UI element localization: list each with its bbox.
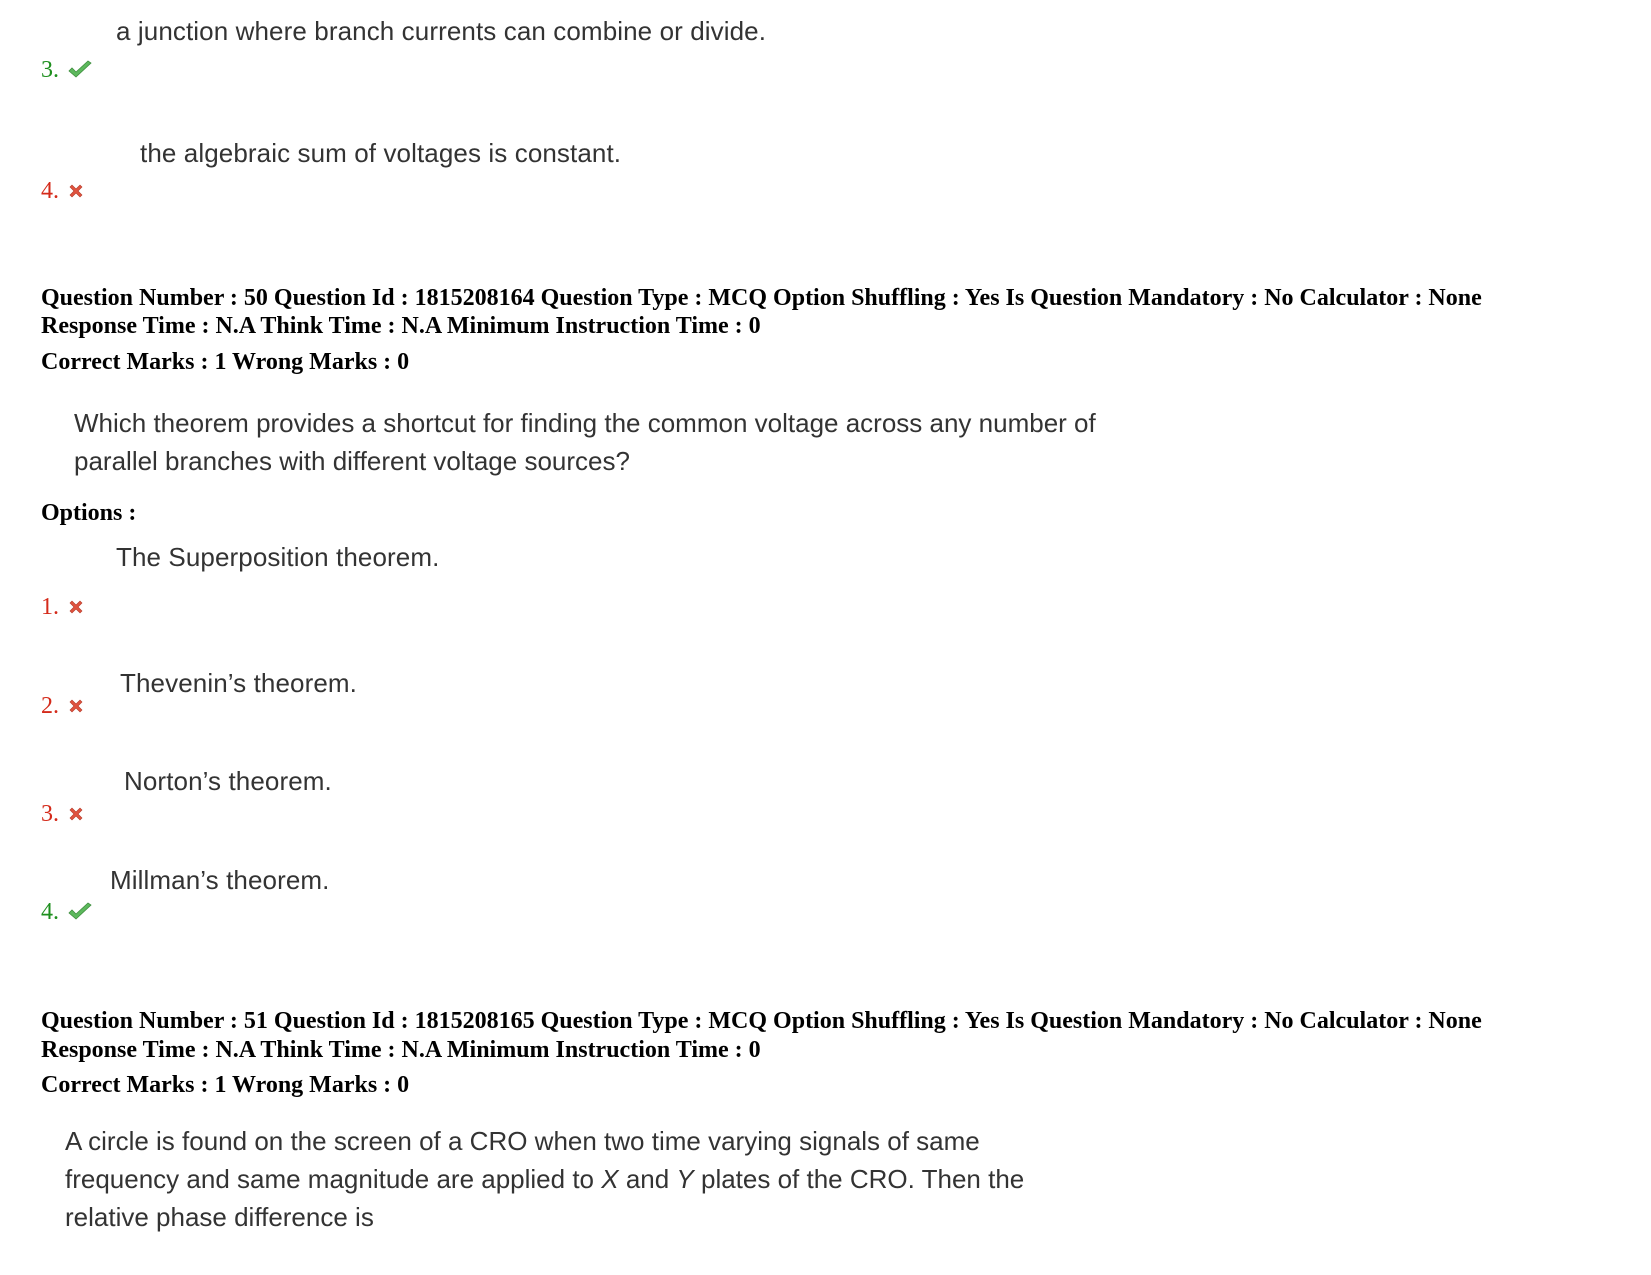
option-number-wrong — [41, 692, 85, 720]
question-meta-line2: Response Time : N.A Think Time : N.A Minimum Instruction Time : 0 — [41, 1037, 761, 1063]
question-meta-line1: Question Number : 50 Question Id : 1815208164 Question Type : MCQ Option Shuffling : Yes Is Question Mandatory : No Calculator : None — [41, 285, 1482, 311]
question-marks: Correct Marks : 1 Wrong Marks : 0 — [41, 1072, 410, 1098]
option-text: Thevenin’s theorem. — [120, 668, 357, 698]
question-line — [65, 1160, 1024, 1198]
option-number: 3. — [41, 801, 59, 827]
question-meta-line2: Response Time : N.A Think Time : N.A Minimum Instruction Time : 0 — [41, 313, 761, 339]
cross-icon — [67, 598, 85, 616]
question-text — [65, 1122, 1024, 1236]
option-number: 2. — [41, 693, 59, 719]
question-line: parallel branches with different voltage sources? — [74, 446, 630, 476]
question-line-segment: frequency and same magnitude are applied to — [65, 1164, 602, 1194]
options-label: Options : — [41, 500, 137, 526]
check-icon — [67, 60, 93, 80]
cross-icon — [67, 182, 85, 200]
option-text: Millman’s theorem. — [110, 865, 330, 895]
cross-icon — [67, 805, 85, 823]
option-text: a junction where branch currents can combine or divide. — [116, 16, 767, 46]
question-line: relative phase difference is — [65, 1202, 374, 1232]
option-number: 4. — [41, 899, 59, 925]
x-plate-label: X — [601, 1164, 619, 1194]
option-number-wrong — [41, 177, 85, 205]
question-line-segment: and — [618, 1164, 677, 1194]
cross-icon — [67, 697, 85, 715]
option-number-wrong — [41, 593, 85, 621]
option-number-correct — [41, 898, 93, 926]
option-number: 3. — [41, 57, 59, 83]
option-text: the algebraic sum of voltages is constant. — [140, 138, 622, 168]
question-line-segment: plates of the CRO. Then the — [693, 1164, 1025, 1194]
question-marks: Correct Marks : 1 Wrong Marks : 0 — [41, 349, 410, 375]
option-number-correct — [41, 56, 93, 84]
question-text — [74, 404, 1096, 480]
question-meta-line1: Question Number : 51 Question Id : 1815208165 Question Type : MCQ Option Shuffling : Yes Is Question Mandatory : No Calculator : None — [41, 1008, 1482, 1034]
option-number: 1. — [41, 594, 59, 620]
option-number-wrong — [41, 800, 85, 828]
question-line: A circle is found on the screen of a CRO when two time varying signals of same — [65, 1126, 980, 1156]
question-line: Which theorem provides a shortcut for finding the common voltage across any number of — [74, 408, 1096, 438]
y-plate-label: Y — [676, 1164, 694, 1194]
option-number: 4. — [41, 178, 59, 204]
check-icon — [67, 902, 93, 922]
option-text: The Superposition theorem. — [116, 542, 440, 572]
option-text: Norton’s theorem. — [124, 766, 332, 796]
